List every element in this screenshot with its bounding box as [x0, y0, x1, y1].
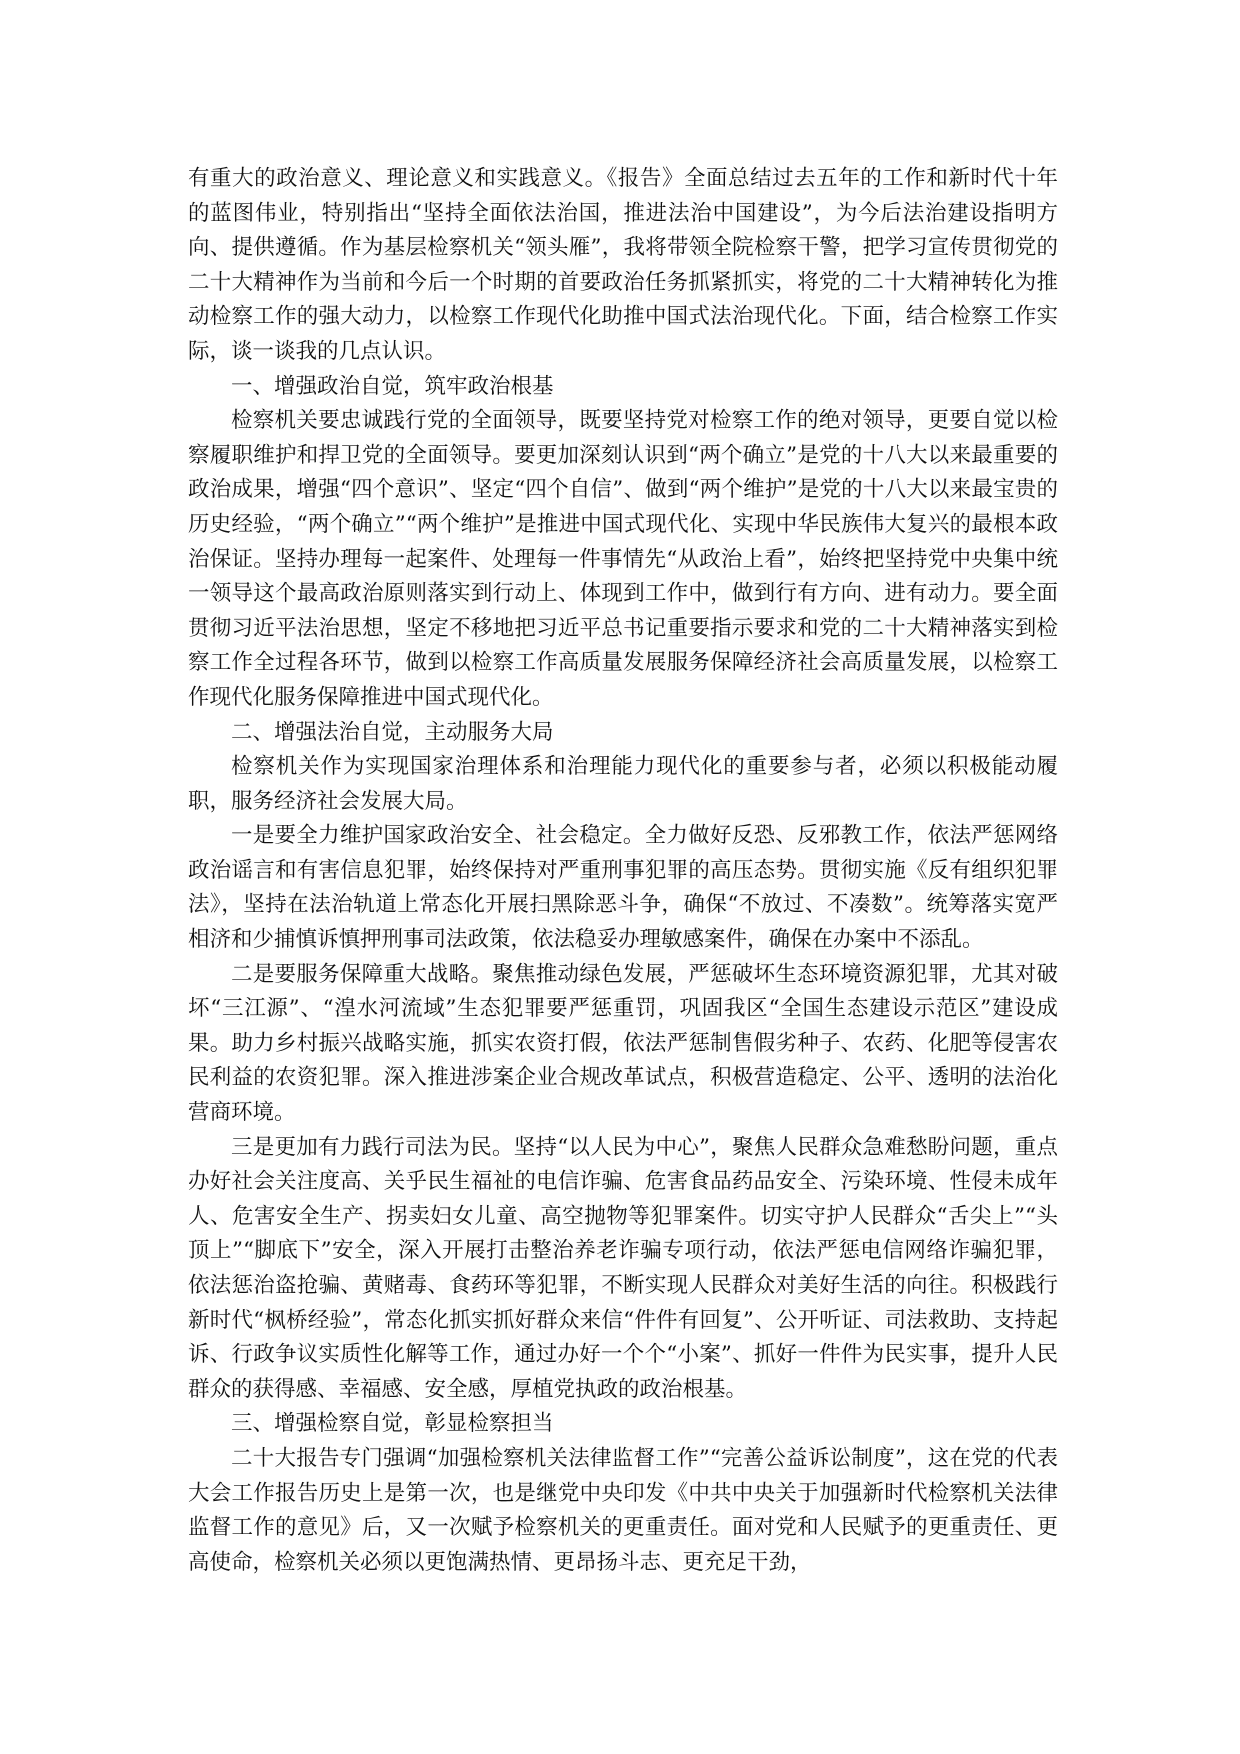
paragraph-procuratorial-awareness: 二十大报告专门强调“加强检察机关法律监督工作”“完善公益诉讼制度”，这在党的代表大会工作报告历史上是第一次，也是继党中央印发《中共中央关于加强新时代检察机关法律监督工作的意见》后，又一次赋予检察机关的更重责任。面对党和人民赋予的更重责任、更高使命，检察机关必须以更饱满热情、更昂扬斗志、更充足干劲，: [188, 1445, 1058, 1575]
paragraph-rule-of-law-intro: 检察机关作为实现国家治理体系和治理能力现代化的重要参与者，必须以积极能动履职，服务经济社会发展大局。: [188, 754, 1058, 814]
paragraph-point-one: 一是要全力维护国家政治安全、社会稳定。全力做好反恐、反邪教工作，依法严惩网络政治谣言和有害信息犯罪，始终保持对严重刑事犯罪的高压态势。贯彻实施《反有组织犯罪法》，坚持在法治轨道上常态化开展扫黑除恶斗争，确保“不放过、不凑数”。统筹落实宽严相济和少捕慎诉慎押刑事司法政策，依法稳妥办理敏感案件，确保在办案中不添乱。: [188, 823, 1058, 953]
paragraph-point-two: 二是要服务保障重大战略。聚焦推动绿色发展，严惩破坏生态环境资源犯罪，尤其对破坏“三江源”、“湟水河流域”生态犯罪要严惩重罚，巩固我区“全国生态建设示范区”建设成果。助力乡村振兴战略实施，抓实农资打假，依法严惩制售假劣种子、农药、化肥等侵害农民利益的农资犯罪。深入推进涉案企业合规改革试点，积极营造稳定、公平、透明的法治化营商环境。: [188, 961, 1058, 1126]
section-heading-2: 二、增强法治自觉，主动服务大局: [231, 719, 554, 745]
paragraph-political-awareness: 检察机关要忠诚践行党的全面领导，既要坚持党对检察工作的绝对领导，更要自觉以检察履职维护和捍卫党的全面领导。要更加深刻认识到“两个确立”是党的十八大以来最重要的政治成果，增强“四个意识”、坚定“四个自信”、做到“两个维护”是党的十八大以来最宝贵的历史经验，“两个确立”“两个维护”是推进中国式现代化、实现中华民族伟大复兴的最根本政治保证。坚持办理每一起案件、处理每一件事情先“从政治上看”，始终把坚持党中央集中统一领导这个最高政治原则落实到行动上、体现到工作中，做到行有方向、进有动力。要全面贯彻习近平法治思想，坚定不移地把习近平总书记重要指示要求和党的二十大精神落实到检察工作全过程各环节，做到以检察工作高质量发展服务保障经济社会高质量发展，以检察工作现代化服务保障推进中国式现代化。: [188, 408, 1058, 710]
paragraph-point-three: 三是更加有力践行司法为民。坚持“以人民为中心”，聚焦人民群众急难愁盼问题，重点办好社会关注度高、关乎民生福祉的电信诈骗、危害食品药品安全、污染环境、性侵未成年人、危害安全生产、拐卖妇女儿童、高空抛物等犯罪案件。切实守护人民群众“舌尖上”“头顶上”“脚底下”安全，深入开展打击整治养老诈骗专项行动，依法严惩电信网络诈骗犯罪，依法惩治盗抢骗、黄赌毒、食药环等犯罪，不断实现人民群众对美好生活的向往。积极践行新时代“枫桥经验”，常态化抓实抓好群众来信“件件有回复”、公开听证、司法救助、支持起诉、行政争议实质性化解等工作，通过办好一个个“小案”、抓好一件件为民实事，提升人民群众的获得感、幸福感、安全感，厚植党执政的政治根基。: [188, 1134, 1058, 1402]
section-heading-3: 三、增强检察自觉，彰显检察担当: [231, 1411, 554, 1437]
document-body: [188, 162, 1058, 1580]
section-heading-1: 一、增强政治自觉，筑牢政治根基: [231, 373, 554, 399]
paragraph-intro-continued: 有重大的政治意义、理论意义和实践意义。《报告》全面总结过去五年的工作和新时代十年的蓝图伟业，特别指出“坚持全面依法治国，推进法治中国建设”，为今后法治建设指明方向、提供遵循。作为基层检察机关“领头雁”，我将带领全院检察干警，把学习宣传贯彻党的二十大精神作为当前和今后一个时期的首要政治任务抓紧抓实，将党的二十大精神转化为推动检察工作的强大动力，以检察工作现代化助推中国式法治现代化。下面，结合检察工作实际，谈一谈我的几点认识。: [188, 166, 1058, 364]
